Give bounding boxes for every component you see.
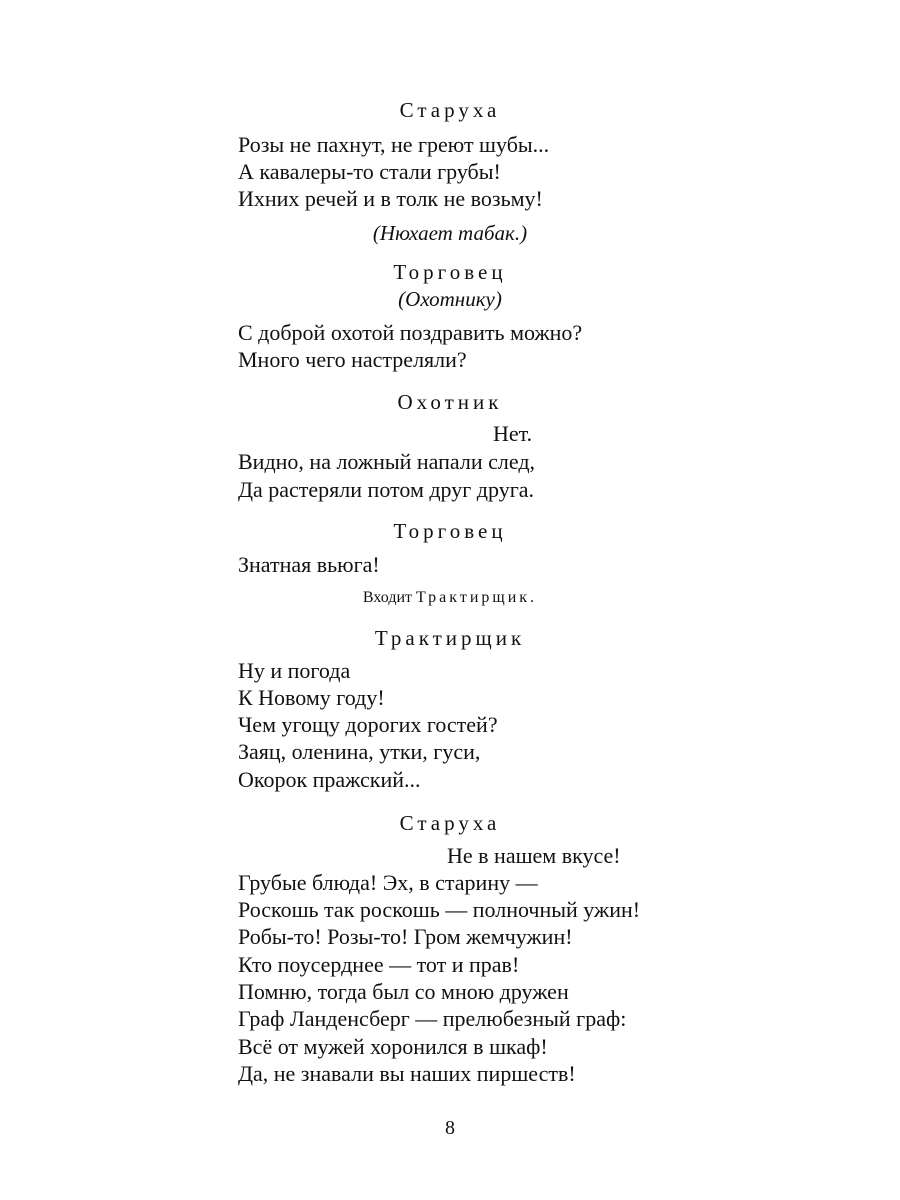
speaker-name: Охотник	[397, 390, 503, 414]
verse-line: Кто поусерднее — тот и прав!	[238, 952, 520, 977]
page-number: 8	[445, 1117, 455, 1139]
stage-direction: (Охотнику)	[398, 287, 502, 311]
verse-line: Всё от мужей хоронился в шкаф!	[238, 1034, 548, 1059]
verse-line: Чем угощу дорогих гостей?	[238, 712, 498, 737]
speaker-name: Торговец	[393, 260, 507, 284]
verse-line: Заяц, оленина, утки, гуси,	[238, 739, 481, 764]
verse-line: Ихних речей и в толк не возьму!	[238, 186, 543, 211]
verse-line: Ну и погода	[238, 658, 351, 683]
speaker-name: Старуха	[399, 98, 501, 122]
verse-line: Не в нашем вкусе!	[447, 843, 621, 868]
verse-line: Граф Ланденсберг — прелюбезный граф:	[238, 1006, 627, 1031]
verse-line: Робы-то! Розы-то! Гром жемчужин!	[238, 924, 573, 949]
verse-line: Грубые блюда! Эх, в старину —	[238, 870, 538, 895]
stage-direction-verb: Входит	[362, 589, 413, 606]
verse-line: Знатная вьюга!	[238, 552, 380, 577]
stage-direction	[0, 585, 900, 611]
verse-line: Видно, на ложный напали след,	[238, 449, 536, 474]
stage-direction: (Нюхает табак.)	[372, 221, 528, 245]
stage-direction-character: Трактирщик.	[416, 589, 538, 606]
verse-line: А кавалеры-то стали грубы!	[238, 159, 501, 184]
verse-line: Много чего настреляли?	[238, 347, 467, 372]
verse-line: К Новому году!	[238, 685, 385, 710]
speaker-name: Старуха	[399, 811, 501, 835]
verse-line: Помню, тогда был со мною дружен	[238, 979, 569, 1004]
verse-line: С доброй охотой поздравить можно?	[238, 320, 583, 345]
speaker-name: Трактирщик	[374, 626, 526, 650]
verse-line: Нет.	[493, 421, 533, 446]
verse-line: Да растеряли потом друг друга.	[238, 477, 534, 502]
verse-line: Окорок пражский...	[238, 767, 421, 792]
speaker-name: Торговец	[393, 519, 507, 543]
verse-line: Розы не пахнут, не греют шубы...	[238, 132, 550, 157]
verse-line: Роскошь так роскошь — полночный ужин!	[238, 897, 641, 922]
verse-line: Да, не знавали вы наших пиршеств!	[238, 1061, 576, 1086]
